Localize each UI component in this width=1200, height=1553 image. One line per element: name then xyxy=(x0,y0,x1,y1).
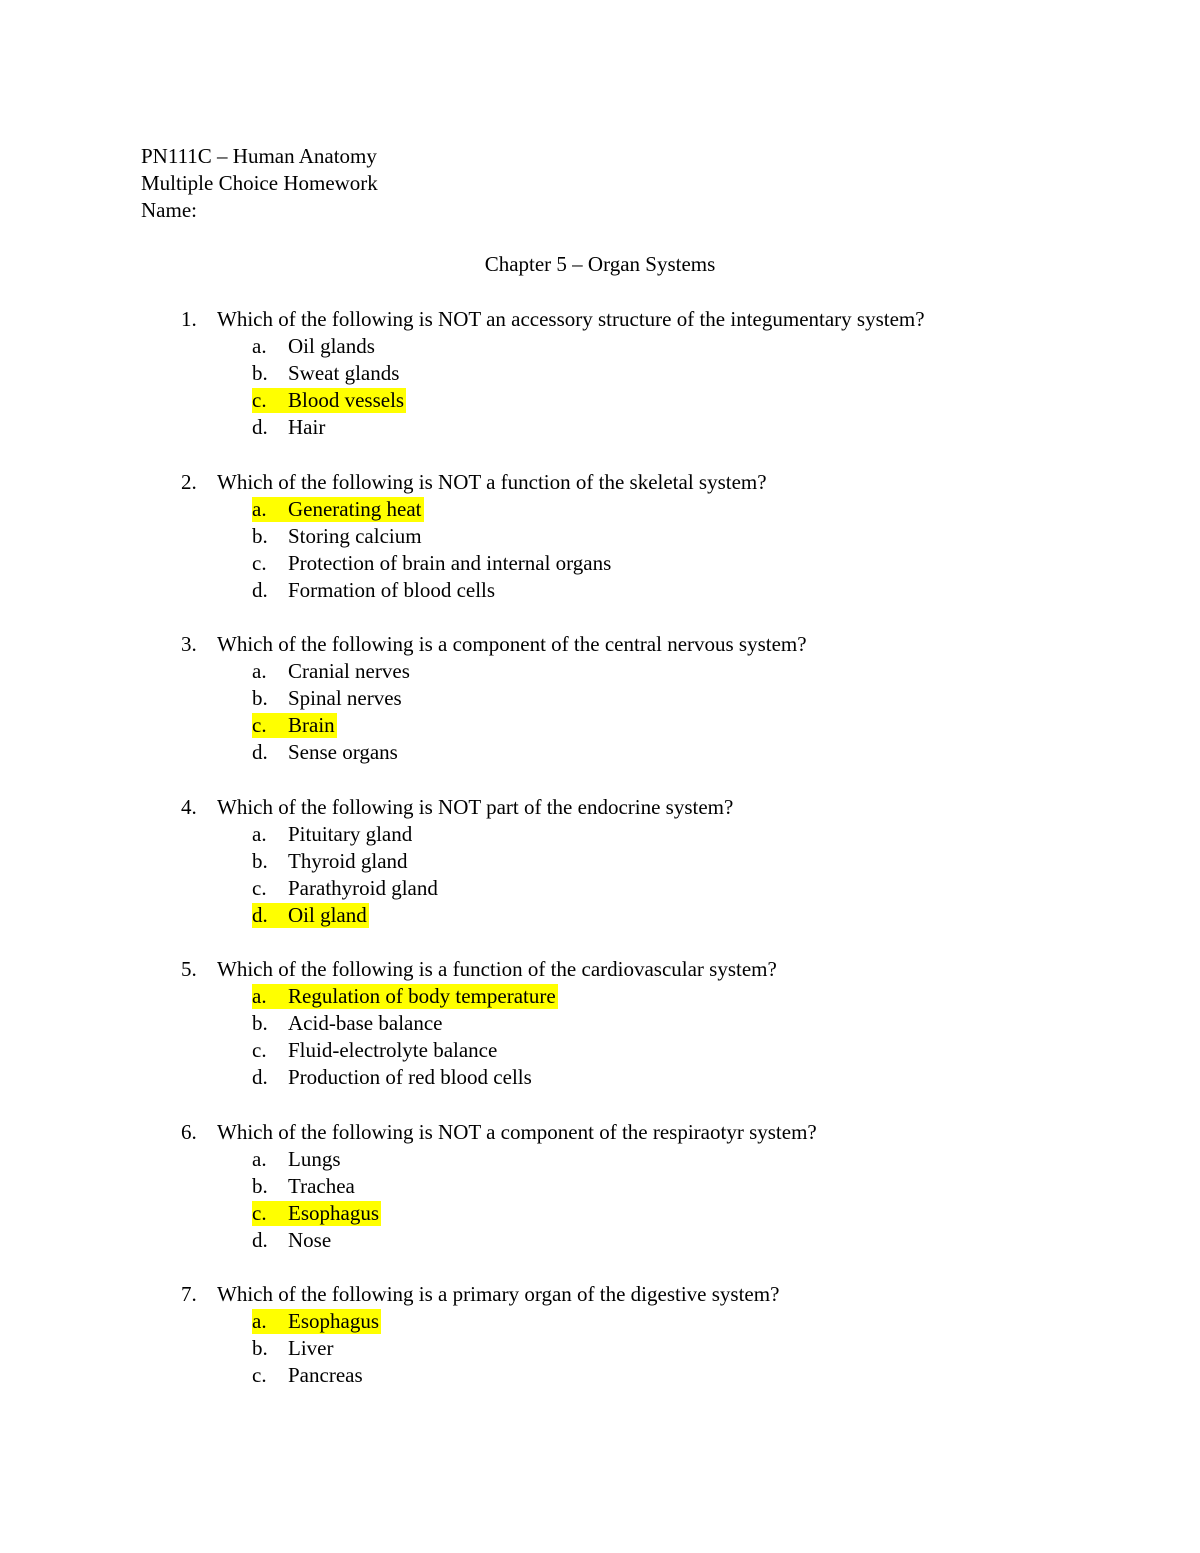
question-number: 6. xyxy=(181,1119,197,1144)
answer-option xyxy=(0,523,1200,550)
answer-option xyxy=(0,550,1200,577)
answer-option xyxy=(0,739,1200,766)
answer-content xyxy=(252,1174,357,1199)
option-letter: b. xyxy=(252,686,268,710)
answer-content xyxy=(252,1011,445,1036)
answer-option xyxy=(0,1173,1200,1200)
question-line xyxy=(0,631,1200,658)
answer-content xyxy=(252,524,424,549)
name-label: Name: xyxy=(141,198,197,222)
option-text: Production of red blood cells xyxy=(288,1065,532,1089)
option-letter: c. xyxy=(252,875,267,900)
option-text: Generating heat xyxy=(288,496,422,521)
question-number: 5. xyxy=(181,957,197,981)
question-text: Which of the following is NOT part of the endocrine system? xyxy=(217,794,734,819)
assignment-title: Multiple Choice Homework xyxy=(141,171,378,195)
answer-option xyxy=(0,983,1200,1010)
question-number: 4. xyxy=(181,794,197,819)
option-text: Storing calcium xyxy=(288,523,422,548)
question-line xyxy=(0,794,1200,821)
question-line xyxy=(0,1281,1200,1308)
highlighted-answer xyxy=(252,497,424,522)
option-text: Brain xyxy=(288,713,335,737)
answer-option xyxy=(0,1335,1200,1362)
answer-option xyxy=(0,496,1200,523)
option-letter: a. xyxy=(252,659,267,683)
answer-content xyxy=(252,334,377,359)
question-item xyxy=(0,631,1200,794)
question-item xyxy=(0,1281,1200,1444)
answer-content xyxy=(252,822,414,847)
answer-content xyxy=(252,1038,499,1063)
option-text: Fluid-electrolyte balance xyxy=(288,1038,498,1062)
option-text: Hair xyxy=(288,415,326,439)
answer-option xyxy=(0,1227,1200,1254)
option-letter: b. xyxy=(252,848,268,873)
question-item xyxy=(0,469,1200,632)
option-text: Lungs xyxy=(288,1146,341,1171)
answer-option xyxy=(0,360,1200,387)
question-line xyxy=(0,306,1200,333)
option-letter: d. xyxy=(252,740,268,764)
answer-content xyxy=(252,1065,534,1090)
question-number: 3. xyxy=(181,632,197,656)
question-text: Which of the following is a primary organ of the digestive system? xyxy=(217,1282,780,1306)
option-text: Pituitary gland xyxy=(288,821,413,846)
highlighted-answer xyxy=(252,388,406,413)
option-text: Esophagus xyxy=(288,1200,379,1225)
option-text: Regulation of body temperature xyxy=(288,984,556,1008)
option-text: Trachea xyxy=(288,1173,355,1198)
document-header xyxy=(141,143,378,224)
question-text: Which of the following is a function of the cardiovascular system? xyxy=(217,957,777,981)
answer-option xyxy=(0,658,1200,685)
option-letter: a. xyxy=(252,984,267,1008)
answer-option xyxy=(0,712,1200,739)
answer-content xyxy=(252,1363,365,1388)
question-list xyxy=(0,306,1200,1444)
option-letter: a. xyxy=(252,496,267,521)
option-letter: b. xyxy=(252,1011,268,1035)
answer-content xyxy=(252,876,440,901)
question-item xyxy=(0,794,1200,957)
option-text: Spinal nerves xyxy=(288,686,402,710)
answer-option xyxy=(0,875,1200,902)
answer-content xyxy=(252,415,327,440)
course-title: PN111C – Human Anatomy xyxy=(141,144,377,168)
answer-option xyxy=(0,1010,1200,1037)
option-text: Pancreas xyxy=(288,1363,363,1387)
answer-option xyxy=(0,821,1200,848)
question-line xyxy=(0,1119,1200,1146)
answer-content xyxy=(252,659,412,684)
question-line xyxy=(0,956,1200,983)
answer-option xyxy=(0,1037,1200,1064)
option-text: Liver xyxy=(288,1336,334,1360)
answer-content xyxy=(252,1147,343,1172)
question-line xyxy=(0,469,1200,496)
answer-option xyxy=(0,685,1200,712)
answer-content xyxy=(252,1336,335,1361)
option-text: Acid-base balance xyxy=(288,1011,443,1035)
option-text: Esophagus xyxy=(288,1309,379,1333)
answer-option xyxy=(0,1064,1200,1091)
question-text: Which of the following is NOT a function of the skeletal system? xyxy=(217,469,767,494)
answer-option xyxy=(0,414,1200,441)
answer-option xyxy=(0,902,1200,929)
option-letter: c. xyxy=(252,388,267,412)
question-number: 7. xyxy=(181,1282,197,1306)
highlighted-answer xyxy=(252,903,369,928)
option-text: Oil glands xyxy=(288,334,375,358)
option-letter: b. xyxy=(252,523,268,548)
answer-option xyxy=(0,1308,1200,1335)
option-letter: c. xyxy=(252,550,267,575)
option-letter: d. xyxy=(252,1065,268,1089)
answer-option xyxy=(0,1362,1200,1389)
option-text: Sense organs xyxy=(288,740,398,764)
answer-option xyxy=(0,333,1200,360)
option-letter: d. xyxy=(252,577,268,602)
option-letter: d. xyxy=(252,1227,268,1252)
answer-option xyxy=(0,1146,1200,1173)
answer-content xyxy=(252,686,404,711)
answer-content xyxy=(252,361,401,386)
question-item xyxy=(0,1119,1200,1282)
answer-option xyxy=(0,1200,1200,1227)
answer-option xyxy=(0,848,1200,875)
option-text: Nose xyxy=(288,1227,332,1252)
option-text: Thyroid gland xyxy=(288,848,408,873)
option-letter: a. xyxy=(252,1309,267,1333)
question-text: Which of the following is NOT a component of the respiraotyr system? xyxy=(217,1119,817,1144)
option-text: Oil gland xyxy=(288,902,367,927)
option-letter: c. xyxy=(252,1038,267,1062)
question-item xyxy=(0,306,1200,469)
highlighted-answer xyxy=(252,984,558,1009)
option-letter: c. xyxy=(252,1200,267,1225)
chapter-title: Chapter 5 – Organ Systems xyxy=(484,252,716,276)
option-text: Parathyroid gland xyxy=(288,875,438,900)
answer-content xyxy=(252,740,400,765)
answer-content xyxy=(252,578,497,603)
option-letter: b. xyxy=(252,361,268,385)
option-text: Cranial nerves xyxy=(288,659,410,683)
answer-option xyxy=(0,387,1200,414)
highlighted-answer xyxy=(252,1201,381,1226)
question-text: Which of the following is NOT an accessory structure of the integumentary system? xyxy=(217,307,925,331)
option-letter: a. xyxy=(252,821,267,846)
option-letter: c. xyxy=(252,713,267,737)
option-letter: a. xyxy=(252,1146,267,1171)
option-text: Blood vessels xyxy=(288,388,405,412)
option-text: Formation of blood cells xyxy=(288,577,496,602)
option-letter: a. xyxy=(252,334,267,358)
option-letter: c. xyxy=(252,1363,267,1387)
answer-content xyxy=(252,849,410,874)
question-item xyxy=(0,956,1200,1119)
question-number: 2. xyxy=(181,469,197,494)
question-number: 1. xyxy=(181,307,197,331)
option-letter: b. xyxy=(252,1173,268,1198)
option-letter: d. xyxy=(252,902,268,927)
answer-content xyxy=(252,1228,333,1253)
option-letter: d. xyxy=(252,415,268,439)
highlighted-answer xyxy=(252,713,337,738)
answer-option xyxy=(0,577,1200,604)
option-text: Sweat glands xyxy=(288,361,400,385)
question-text: Which of the following is a component of the central nervous system? xyxy=(217,632,807,656)
answer-content xyxy=(252,551,613,576)
option-letter: b. xyxy=(252,1336,268,1360)
highlighted-answer xyxy=(252,1309,381,1334)
option-text: Protection of brain and internal organs xyxy=(288,550,612,575)
